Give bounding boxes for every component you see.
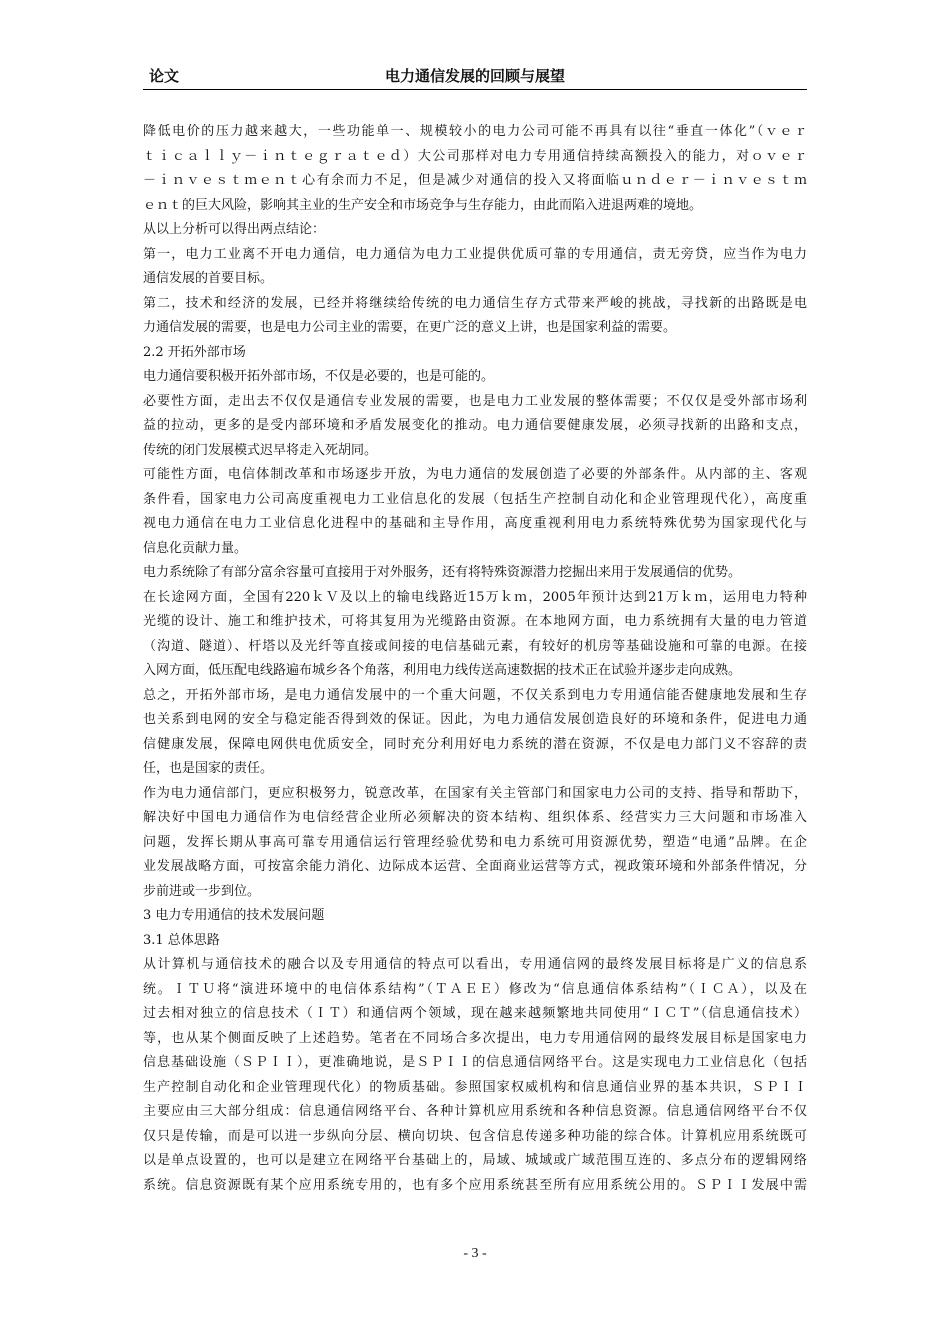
text-line: 生产控制自动化和企业管理现代化）的物质基础。参照国家权威机构和信息通信业界的基本共识，ＳＰＩＩ	[143, 1079, 807, 1095]
text-line: （沟道、隧道）、杆塔以及光纤等直接或间接的电信基础元素，有较好的机房等基础设施和可靠的电源。在接	[143, 638, 807, 654]
text-line: 视电力通信在电力工业信息化进程中的基础和主导作用，高度重视利用电力系统特殊优势为国家现代化与	[143, 516, 807, 531]
text-line: 总之，开拓外部市场，是电力通信发展中的一个重大问题，不仅关系到电力专用通信能否健康地发展和生存	[143, 687, 807, 703]
text-line: 过去相对独立的信息技术（ＩＴ）和通信两个领域，现在越来越频繁地共同使用“ＩＣＴ”（信息通信技术）	[143, 1006, 807, 1021]
page-header	[143, 63, 807, 90]
text-line: ｅｎｔ的巨大风险，影响其主业的生产安全和市场竞争与生存能力，由此而陷入进退两难的境地。	[143, 197, 703, 213]
text-line: 传统的闭门发展模式迟早将走入死胡同。	[143, 442, 378, 458]
text-line: －ｉｎｖｅｓｔｍｅｎｔ心有余而力不足，但是减少对通信的投入又将面临ｕｎｄｅｒ－ｉｎｖｅｓｔｍ	[143, 173, 807, 188]
text-line: 从以上分析可以得出两点结论：	[143, 222, 326, 237]
text-line: 降低电价的压力越来越大，一些功能单一、规模较小的电力公司可能不再具有以往“垂直一体化”（ｖｅｒ	[143, 124, 807, 139]
text-line: 以是单点设置的，也可以是建立在网络平台基础上的，局域、城域或广域范围互连的、多点分布的逻辑网络	[143, 1153, 807, 1168]
text-line: 信息基础设施（ＳＰＩＩ），更准确地说，是ＳＰＩＩ的信息通信网络平台。这是实现电力工业信息化（包括	[143, 1055, 807, 1070]
text-line: 3 电力专用通信的技术发展问题	[143, 908, 325, 923]
text-line: 信息化贡献力量。	[143, 540, 248, 556]
text-line: 也关系到电网的安全与稳定能否得到效的保证。因此，为电力通信发展创造良好的环境和条件，促进电力通	[143, 712, 807, 727]
page-number: - 3 -	[463, 1246, 487, 1261]
text-line: 条件看，国家电力公司高度重视电力工业信息化的发展（包括生产控制自动化和企业管理现代化），高度重	[143, 491, 807, 507]
text-line: 业发展战略方面，可按富余能力消化、边际成本运营、全面商业运营等方式，视政策环境和外部条件情况，分	[143, 859, 807, 874]
text-line: 等，也从某个侧面反映了上述趋势。笔者在不同场合多次提出，电力专用通信网的最终发展目标是国家电力	[143, 1030, 807, 1046]
text-line: 第二，技术和经济的发展，已经并将继续给传统的电力通信生存方式带来严峻的挑战，寻找新的出路既是电	[143, 295, 807, 311]
text-line: 必要性方面，走出去不仅仅是通信专业发展的需要，也是电力工业发展的整体需要；不仅仅是受外部市场利	[143, 393, 807, 409]
text-line: 信健康发展，保障电网供电优质安全，同时充分利用好电力系统的潜在资源，不仅是电力部门义不容辞的责	[143, 736, 807, 752]
text-line: 主要应由三大部分组成：信息通信网络平台、各种计算机应用系统和各种信息资源。信息通信网络平台不仅	[143, 1104, 807, 1119]
article-body	[143, 120, 807, 1198]
text-line: 光缆的设计、施工和维护技术，可将其复用为光缆路由资源。在本地网方面，电力系统拥有大量的电力管道	[143, 614, 807, 629]
text-line: 作为电力通信部门，更应积极努力，锐意改革，在国家有关主管部门和国家电力公司的支持、指导和帮助下，	[143, 785, 807, 801]
text-line: 益的拉动，更多的是受内部环境和矛盾发展变化的推动。电力通信要健康发展，必须寻找新的出路和支点，	[143, 418, 807, 433]
text-line: 问题，发挥长期从事高可靠专用通信运行管理经验优势和电力系统可用资源优势，塑造“电通”品牌。在企	[143, 834, 807, 850]
text-line: 电力通信要积极开拓外部市场，不仅是必要的，也是可能的。	[143, 369, 495, 384]
text-line: 统。ＩＴＵ将“演进环境中的电信体系结构”（ＴＡＥＥ）修改为“信息通信体系结构”（ＩＣＡ），以及在	[143, 981, 807, 997]
text-line: 3.1 总体思路	[143, 932, 220, 948]
header-title: 电力通信发展的回顾与展望	[384, 67, 565, 85]
text-line: 任，也是国家的责任。	[143, 761, 274, 776]
text-line: 在长途网方面，全国有220ｋＶ及以上的输电线路近15万ｋｍ，2005年预计达到21万ｋｍ，运用电力特种	[143, 589, 807, 605]
text-line: 2.2 开拓外部市场	[143, 344, 246, 360]
text-line: 系统。信息资源既有某个应用系统专用的，也有多个应用系统甚至所有应用系统公用的。ＳＰＩＩ发展中需	[143, 1177, 807, 1193]
text-line: 从计算机与通信技术的融合以及专用通信的特点可以看出，专用通信网的最终发展目标将是广义的信息系	[143, 957, 807, 972]
text-line: 仅只是传输，而是可以进一步纵向分层、横向切块、包含信息传递多种功能的综合体。计算机应用系统既可	[143, 1128, 807, 1144]
text-line: 入网方面，低压配电线路遍布城乡各个角落，利用电力线传送高速数据的技术正在试验并逐步走向成熟。	[143, 663, 742, 678]
text-line: 电力系统除了有部分富余容量可直接用于对外服务，还有将特殊资源潜力挖掘出来用于发展通信的优势。	[143, 565, 742, 580]
text-line: 步前进或一步到位。	[143, 883, 261, 899]
text-line: 通信发展的首要目标。	[143, 271, 274, 286]
text-line: 第一，电力工业离不开电力通信，电力通信为电力工业提供优质可靠的专用通信，责无旁贷，应当作为电力	[143, 246, 807, 262]
text-line: ｔｉｃａｌｌｙ－ｉｎｔｅｇｒａｔｅｄ）大公司那样对电力专用通信持续高额投入的能力，对ｏｖｅｒ	[143, 148, 807, 164]
header-label: 论文	[149, 67, 180, 85]
text-line: 解决好中国电力通信作为电信经营企业所必须解决的资本结构、组织体系、经营实力三大问题和市场准入	[143, 810, 807, 825]
text-line: 力通信发展的需要，也是电力公司主业的需要，在更广泛的意义上讲，也是国家利益的需要。	[143, 320, 677, 335]
text-line: 可能性方面，电信体制改革和市场逐步开放，为电力通信的发展创造了必要的外部条件。从内部的主、客观	[143, 467, 807, 482]
